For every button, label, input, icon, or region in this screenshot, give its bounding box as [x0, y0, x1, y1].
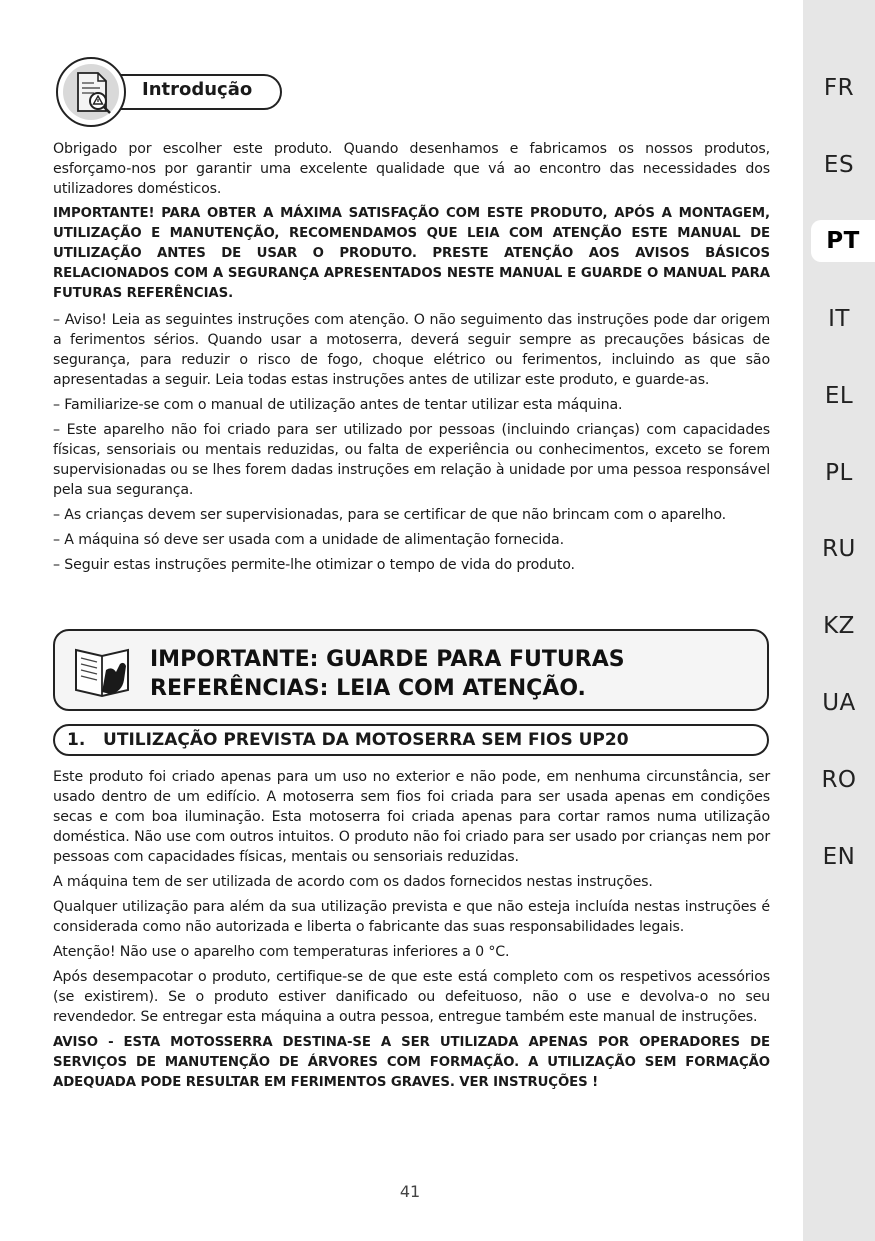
intro-content: [53, 139, 770, 575]
lang-tab-ua[interactable]: UA: [822, 690, 856, 716]
lang-tab-el[interactable]: EL: [824, 383, 854, 409]
language-sidebar: [803, 0, 875, 1241]
warning-item: – Aviso! Leia as seguintes instruções com atenção. O não seguimento das instruções pode dar origem a ferimentos sérios. Quando usar a motoserra, deverá seguir sempre as precauções básicas de segurança, para reduzir o risco de fogo, choque elétrico ou ferimentos, incluindo as que são apresentadas a seguir. Leia todas estas instruções antes de utilizar este produto, e guarde-as.: [53, 312, 770, 388]
manual-hand-icon: [70, 640, 136, 702]
lang-tab-pt[interactable]: PT: [811, 220, 875, 262]
section-paragraph: Este produto foi criado apenas para um uso no exterior e não pode, em nenhuma circunstância, ser usado dentro de um edifício. A motoserra sem fios foi criada para ser usada apenas em condições secas e com boa iluminação. Esta motoserra foi criada apenas para cortar ramos numa utilização doméstica. Não use com outros intuitos. O produto não foi criado para ser usado por crianças nem por pessoas com capacidades físicas, mentais ou sensoriais reduzidas.: [53, 769, 770, 865]
section-content: [53, 767, 770, 1093]
warning-item: – As crianças devem ser supervisionadas, para se certificar de que não brincam com o aparelho.: [53, 507, 726, 523]
final-warning: AVISO - ESTA MOTOSSERRA DESTINA-SE A SER UTILIZADA APENAS POR OPERADORES DE SERVIÇOS DE MANUTENÇÃO DE ÁRVORES COM FORMAÇÃO. A UTILIZAÇÃO SEM FORMAÇÃO ADEQUADA PODE RESULTAR EM FERIMENTOS GRAVES. VER INSTRUÇÕES !: [53, 1035, 770, 1090]
intro-title: Introdução: [142, 79, 253, 100]
intro-paragraph: Obrigado por escolher este produto. Quando desenhamos e fabricamos os nossos produtos, esforçamo-nos por garantir uma excelente qualidade que vá ao encontro das necessidades dos utilizadores domésticos.: [53, 141, 770, 197]
warning-item: – Este aparelho não foi criado para ser utilizado por pessoas (incluindo crianças) com capacidades físicas, sensoriais ou mentais reduzidas, ou falta de experiência ou conhecimentos, exceto se forem supervisionadas ou se lhes forem dadas instruções em relação à unidade por uma pessoa responsável pela sua segurança.: [53, 422, 770, 498]
document-warning-icon: [56, 57, 126, 127]
lang-tab-pl[interactable]: PL: [825, 460, 853, 486]
section-paragraph: Após desempacotar o produto, certifique-se de que este está completo com os respetivos acessórios (se existirem). Se o produto estiver danificado ou defeituoso, não o use e devolva-o no seu revendedor. Se entregar esta máquina a outra pessoa, entregue também este manual de instruções.: [53, 969, 770, 1025]
section-paragraph: Qualquer utilização para além da sua utilização prevista e que não esteja incluída nestas instruções é considerada como não autorizada e liberta o fabricante das suas responsabilidades legais.: [53, 899, 770, 935]
lang-tab-ro[interactable]: RO: [821, 767, 857, 793]
important-notice: IMPORTANTE! PARA OBTER A MÁXIMA SATISFAÇÃO COM ESTE PRODUTO, APÓS A MONTAGEM, UTILIZAÇÃO E MANUTENÇÃO, RECOMENDAMOS QUE LEIA COM ATENÇÃO ESTE MANUAL DE UTILIZAÇÃO ANTES DE USAR O PRODUTO. PRESTE ATENÇÃO AOS AVISOS BÁSICOS RELACIONADOS COM A SEGURANÇA APRESENTADOS NESTE MANUAL E GUARDE O MANUAL PARA FUTURAS REFERÊNCIAS.: [53, 206, 770, 301]
page-number: 41: [399, 1182, 421, 1201]
section-paragraph: A máquina tem de ser utilizada de acordo com os dados fornecidos nestas instruções.: [53, 874, 653, 890]
lang-tab-en[interactable]: EN: [822, 844, 856, 870]
section-title: 1. UTILIZAÇÃO PREVISTA DA MOTOSERRA SEM FIOS UP20: [67, 730, 629, 750]
lang-tab-fr[interactable]: FR: [823, 75, 855, 101]
read-manual-notice-line2: REFERÊNCIAS: LEIA COM ATENÇÃO.: [150, 676, 586, 701]
read-manual-notice-line1: IMPORTANTE: GUARDE PARA FUTURAS: [150, 647, 625, 672]
read-manual-notice: [150, 645, 625, 703]
lang-tab-it[interactable]: IT: [828, 306, 850, 332]
section-paragraph: Atenção! Não use o aparelho com temperaturas inferiores a 0 °C.: [53, 944, 510, 960]
warning-item: – A máquina só deve ser usada com a unidade de alimentação fornecida.: [53, 532, 564, 548]
warning-item: – Seguir estas instruções permite-lhe otimizar o tempo de vida do produto.: [53, 557, 575, 573]
lang-tab-ru[interactable]: RU: [822, 536, 856, 562]
warning-item: – Familiarize-se com o manual de utilização antes de tentar utilizar esta máquina.: [53, 397, 623, 413]
lang-tab-kz[interactable]: KZ: [823, 613, 855, 639]
lang-tab-es[interactable]: ES: [823, 152, 855, 178]
